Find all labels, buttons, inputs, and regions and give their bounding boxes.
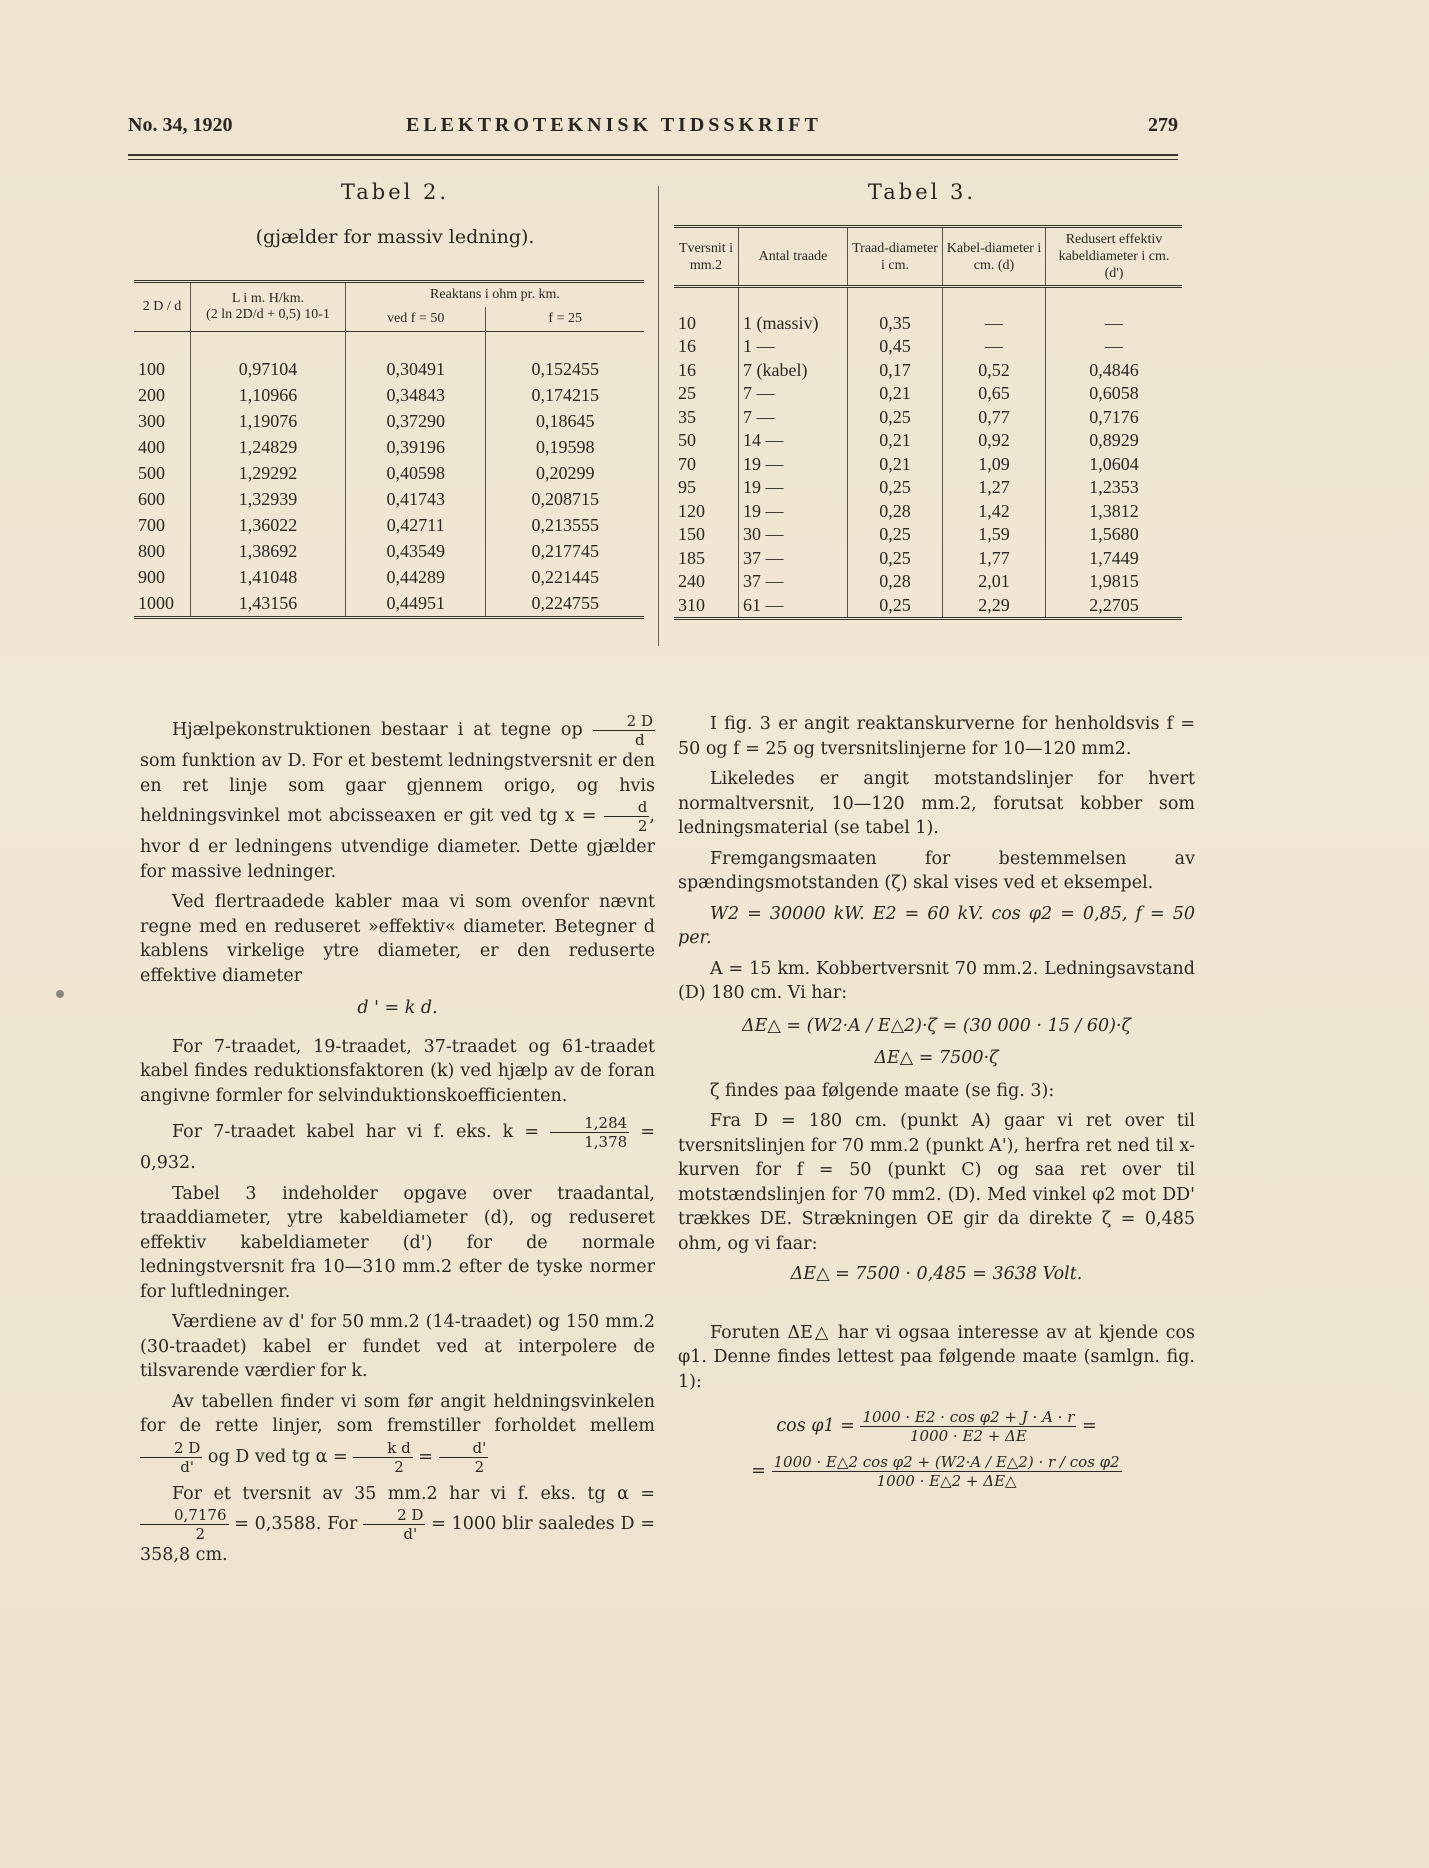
table3-title: Tabel 3.	[867, 180, 977, 204]
page-number: 279	[1148, 114, 1178, 136]
table-row	[674, 500, 1182, 524]
value-cell: 0,18645	[486, 408, 644, 434]
redusert-cell: 0,4846	[1046, 359, 1183, 383]
value-cell: 0,43549	[346, 538, 486, 564]
kabeldiameter-cell: 2,01	[943, 570, 1046, 594]
value-cell: 0,224755	[486, 590, 644, 618]
antal-cell: 14 —	[739, 429, 848, 453]
ratio-cell: 500	[138, 462, 165, 483]
header-rule	[128, 154, 1178, 156]
paragraph-reduktionsfaktor: For 7-traadet, 19-traadet, 37-traadet og 61-traadet kabel findes reduktionsfaktoren (k) ved hjælp av de foran angivne formler for selvinduktionskoefficienten.	[140, 1036, 655, 1106]
paragraph-heldningsvinkel: Av tabellen finder vi som før angit heldningsvinkelen for de rette linjer, som fremstiller forholdet mellem $\frac{2 D}{d'}$ og D ved tg α = $\frac{\text{k d}}{2}$ = $\frac{d'}{2}$	[140, 1391, 655, 1476]
table3-header-tversnit: Tversnit i mm.2	[678, 240, 734, 273]
traaddiameter-cell: 0,25	[848, 594, 943, 619]
table2-header-f25: f = 25	[486, 307, 644, 332]
redusert-cell: 1,9815	[1046, 570, 1183, 594]
antal-cell: 1 (massiv)	[739, 312, 848, 336]
traaddiameter-cell: 0,25	[848, 523, 943, 547]
table-row	[674, 406, 1182, 430]
table3-header-redusert: Redusert effektiv kabeldiameter i cm. (d')	[1046, 227, 1183, 287]
table-row	[134, 512, 644, 538]
kabeldiameter-cell: —	[943, 335, 1046, 359]
table-row	[134, 408, 644, 434]
table-row	[674, 594, 1182, 619]
paragraph-hjaelpekonstruktion: Hjælpekonstruktionen bestaar i at tegne op $\frac{2 D}{d}$ som funktion av D. For et bestemt ledningstversnit er den en ret linje som gaar gjennem origo, og hvis heldningsvinkel mot abcisseaxen er git ved tg x = $\frac{d}{2}$ , hvor d er ledningens utvendige diameter. Dette gjælder for massive ledninger.	[140, 712, 655, 882]
traaddiameter-cell: 0,28	[848, 500, 943, 524]
antal-cell: 19 —	[739, 476, 848, 500]
table2-header-ratio: 2 D / d	[142, 299, 182, 314]
table-row	[674, 570, 1182, 594]
traaddiameter-cell: 0,35	[848, 312, 943, 336]
column-divider	[658, 186, 659, 646]
table-row	[674, 547, 1182, 571]
paragraph-fremgangsmaate: Fremgangsmaaten for bestemmelsen av spændingsmotstanden (ζ) skal vises ved et eksempel.	[678, 848, 1195, 893]
value-cell: 1,10966	[191, 382, 346, 408]
value-cell: 0,174215	[486, 382, 644, 408]
tversnit-cell: 310	[678, 594, 705, 615]
redusert-cell: 1,0604	[1046, 453, 1183, 477]
kabeldiameter-cell: 0,77	[943, 406, 1046, 430]
table3	[674, 225, 1182, 620]
tversnit-cell: 25	[678, 383, 696, 404]
table2-subtitle: (gjælder for massiv ledning).	[255, 226, 535, 248]
equation-delta-e: ΔE△ = (W2·A / E△2)·ζ = (30 000 · 15 / 60)·ζ	[741, 1015, 1132, 1036]
value-cell: 0,42711	[346, 512, 486, 538]
value-cell: 0,152455	[486, 356, 644, 382]
kabeldiameter-cell: 0,52	[943, 359, 1046, 383]
table-row	[134, 590, 644, 618]
antal-cell: 19 —	[739, 500, 848, 524]
ratio-cell: 800	[138, 540, 165, 561]
traaddiameter-cell: 0,45	[848, 335, 943, 359]
table-row	[674, 312, 1182, 336]
redusert-cell: —	[1046, 312, 1183, 336]
value-cell: 0,39196	[346, 434, 486, 460]
antal-cell: 37 —	[739, 547, 848, 571]
table2-header-reactance: Reaktans i ohm pr. km.	[346, 282, 645, 308]
table2	[134, 280, 644, 619]
header-rule-thin	[128, 159, 1178, 160]
antal-cell: 30 —	[739, 523, 848, 547]
running-header	[128, 114, 1178, 144]
ratio-cell: 900	[138, 566, 165, 587]
kabeldiameter-cell: 0,92	[943, 429, 1046, 453]
value-cell: 0,221445	[486, 564, 644, 590]
value-cell: 0,40598	[346, 460, 486, 486]
redusert-cell: 0,7176	[1046, 406, 1183, 430]
tversnit-cell: 16	[678, 336, 696, 357]
journal-title: ELEKTROTEKNISK TIDSSKRIFT	[406, 114, 822, 136]
kabeldiameter-cell: 1,77	[943, 547, 1046, 571]
issue-number: No. 34, 1920	[128, 114, 233, 136]
value-cell: 0,30491	[346, 356, 486, 382]
value-cell: 1,24829	[191, 434, 346, 460]
value-cell: 1,19076	[191, 408, 346, 434]
kabeldiameter-cell: 0,65	[943, 382, 1046, 406]
tversnit-cell: 95	[678, 477, 696, 498]
table-row	[674, 382, 1182, 406]
paragraph-flertraadede: Ved flertraadede kabler maa vi som ovenfor nævnt regne med en reduseret »effektiv« diameter. Betegner d kablens virkelige ytre diameter, er den reduserte effektive diameter	[140, 892, 655, 986]
paragraph-35mm: For et tversnit av 35 mm.2 har vi f. eks. tg α = $\frac{0,7176}{2}$ = 0,3588. For $\frac{2 D}{d'}$ = 1000 blir saaledes D = 358,8 cm.	[140, 1483, 655, 1565]
equation-d-prime: d ' = k d.	[357, 998, 438, 1018]
kabeldiameter-cell: 2,29	[943, 594, 1046, 619]
left-column	[140, 712, 655, 1574]
right-column	[678, 712, 1195, 1498]
traaddiameter-cell: 0,21	[848, 453, 943, 477]
tversnit-cell: 150	[678, 524, 705, 545]
value-cell: 0,20299	[486, 460, 644, 486]
antal-cell: 19 —	[739, 453, 848, 477]
tversnit-cell: 16	[678, 359, 696, 380]
table2-header-inductance: L i m. H/km. (2 ln 2D/d + 0,5) 10-1	[191, 282, 346, 332]
ink-blot	[56, 990, 64, 998]
traaddiameter-cell: 0,25	[848, 547, 943, 571]
antal-cell: 7 —	[739, 382, 848, 406]
redusert-cell: 1,3812	[1046, 500, 1183, 524]
value-cell: 0,41743	[346, 486, 486, 512]
tversnit-cell: 185	[678, 547, 705, 568]
ratio-cell: 100	[138, 358, 165, 379]
tversnit-cell: 35	[678, 406, 696, 427]
antal-cell: 1 —	[739, 335, 848, 359]
table-row	[674, 335, 1182, 359]
ratio-cell: 300	[138, 410, 165, 431]
kabeldiameter-cell: 1,27	[943, 476, 1046, 500]
value-cell: 0,34843	[346, 382, 486, 408]
paragraph-zeta-findes: ζ findes paa følgende maate (se fig. 3):	[710, 1080, 1055, 1101]
ratio-cell: 1000	[138, 592, 174, 613]
value-cell: 0,44951	[346, 590, 486, 618]
value-cell: 0,217745	[486, 538, 644, 564]
table-row	[674, 523, 1182, 547]
table2-header-f50: ved f = 50	[346, 307, 486, 332]
table-row	[134, 538, 644, 564]
table-row	[674, 359, 1182, 383]
antal-cell: 61 —	[739, 594, 848, 619]
value-cell: 0,97104	[191, 356, 346, 382]
kabeldiameter-cell: 1,59	[943, 523, 1046, 547]
redusert-cell: 0,6058	[1046, 382, 1183, 406]
redusert-cell: —	[1046, 335, 1183, 359]
ratio-cell: 700	[138, 514, 165, 535]
value-cell: 1,43156	[191, 590, 346, 618]
value-cell: 0,44289	[346, 564, 486, 590]
table3-header-traaddiameter: Traad-diameter i cm.	[848, 227, 943, 287]
table-row	[134, 382, 644, 408]
paragraph-given-values: W2 = 30000 kW. E2 = 60 kV. cos φ2 = 0,85, f = 50 per.	[678, 903, 1195, 948]
paragraph-fig3: I fig. 3 er angit reaktanskurverne for henholdsvis f = 50 og f = 25 og tversnitslinjerne for 10—120 mm2.	[678, 714, 1195, 759]
table3-header-antal: Antal traade	[739, 227, 848, 287]
paragraph-ledningsavstand: A = 15 km. Kobbertversnit 70 mm.2. Ledningsavstand (D) 180 cm. Vi har:	[678, 958, 1195, 1003]
traaddiameter-cell: 0,21	[848, 382, 943, 406]
kabeldiameter-cell: 1,42	[943, 500, 1046, 524]
value-cell: 0,208715	[486, 486, 644, 512]
equation-cos-phi1: cos φ1 = $\frac{\text{1000 · E2 · cos φ2 + J · A · r}}{1000 \cdot E2 + \Delta E}$ =	[776, 1408, 1097, 1445]
value-cell: 1,36022	[191, 512, 346, 538]
traaddiameter-cell: 0,28	[848, 570, 943, 594]
traaddiameter-cell: 0,25	[848, 476, 943, 500]
value-cell: 0,213555	[486, 512, 644, 538]
paragraph-vaerdiene: Værdiene av d' for 50 mm.2 (14-traadet) og 150 mm.2 (30-traadet) kabel er fundet ved at interpolere de tilsvarende værdier for k.	[140, 1312, 655, 1381]
traaddiameter-cell: 0,21	[848, 429, 943, 453]
table-row	[134, 434, 644, 460]
value-cell: 0,37290	[346, 408, 486, 434]
equation-3638-volt: ΔE△ = 7500 · 0,485 = 3638 Volt.	[790, 1264, 1083, 1284]
redusert-cell: 1,5680	[1046, 523, 1183, 547]
tversnit-cell: 70	[678, 453, 696, 474]
antal-cell: 37 —	[739, 570, 848, 594]
antal-cell: 7 (kabel)	[739, 359, 848, 383]
table-row	[134, 356, 644, 382]
tversnit-cell: 120	[678, 500, 705, 521]
ratio-cell: 400	[138, 436, 165, 457]
redusert-cell: 0,8929	[1046, 429, 1183, 453]
traaddiameter-cell: 0,17	[848, 359, 943, 383]
tversnit-cell: 10	[678, 312, 696, 333]
redusert-cell: 1,7449	[1046, 547, 1183, 571]
table-row	[674, 429, 1182, 453]
equation-cos-phi1-expanded: = $\frac{\text{1000 · E△2 cos φ2 + (W2·A / E△2) · r / cos φ2}}{1000 \cdot E\triangle 2 + \Delta E\triangle}$	[751, 1453, 1120, 1490]
ratio-cell: 200	[138, 384, 165, 405]
redusert-cell: 2,2705	[1046, 594, 1183, 619]
kabeldiameter-cell: 1,09	[943, 453, 1046, 477]
paragraph-tabel3: Tabel 3 indeholder opgave over traadantal, traaddiameter, ytre kabeldiameter (d), og reduseret effektiv kabeldiameter (d') for de normale ledningstversnit fra 10—310 mm.2 efter de tyske normer for luftledninger.	[140, 1183, 655, 1302]
table-row	[674, 453, 1182, 477]
value-cell: 1,38692	[191, 538, 346, 564]
redusert-cell: 1,2353	[1046, 476, 1183, 500]
paragraph-fra-d: Fra D = 180 cm. (punkt A) gaar vi ret over til tversnitslinjen for 70 mm.2 (punkt A'), herfra ret ned til x-kurven for f = 50 (punkt C) og saa ret over til motstændslinjen for 70 mm2. (D). Med vinkel φ2 mot DD' trækkes DE. Strækningen OE gir da direkte ζ = 0,485 ohm, og vi faar:	[678, 1111, 1195, 1254]
table-row	[134, 486, 644, 512]
value-cell: 1,41048	[191, 564, 346, 590]
value-cell: 1,29292	[191, 460, 346, 486]
table-row	[674, 476, 1182, 500]
paragraph-7-traadet: For 7-traadet kabel har vi f. eks. k = $\frac{1,284}{1,378}$ = 0,932.	[140, 1114, 655, 1173]
equation-delta-e-7500: ΔE△ = 7500·ζ	[874, 1048, 999, 1068]
value-cell: 1,32939	[191, 486, 346, 512]
table3-header-kabeldiameter: Kabel-diameter i cm. (d)	[943, 227, 1046, 287]
paragraph-foruten: Foruten ΔE△ har vi ogsaa interesse av at kjende cos φ1. Denne findes lettest paa følgende maate (samlgn. fig. 1):	[678, 1322, 1195, 1392]
table-row	[134, 564, 644, 590]
table2-title: Tabel 2.	[340, 180, 450, 204]
tversnit-cell: 240	[678, 571, 705, 592]
tversnit-cell: 50	[678, 430, 696, 451]
ratio-cell: 600	[138, 488, 165, 509]
value-cell: 0,19598	[486, 434, 644, 460]
paragraph-motstandslinjer: Likeledes er angit motstandslinjer for hvert normaltversnit, 10—120 mm.2, forutsat kobber som ledningsmaterial (se tabel 1).	[678, 769, 1195, 838]
kabeldiameter-cell: —	[943, 312, 1046, 336]
table-row	[134, 460, 644, 486]
traaddiameter-cell: 0,25	[848, 406, 943, 430]
antal-cell: 7 —	[739, 406, 848, 430]
